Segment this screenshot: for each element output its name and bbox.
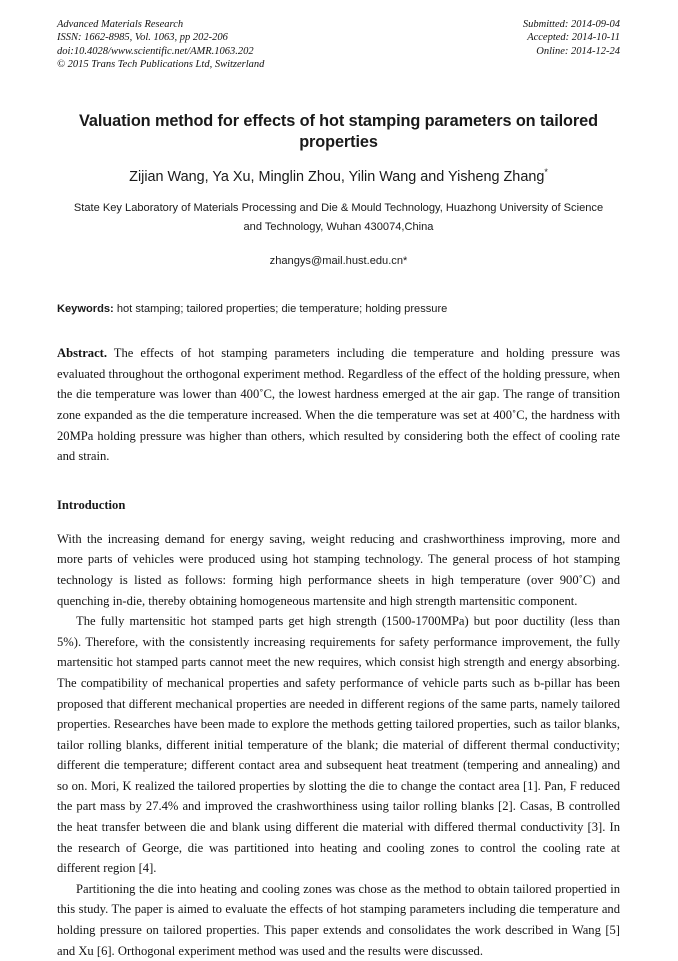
abstract-paragraph	[57, 343, 620, 467]
abstract-label: Abstract.	[57, 346, 108, 361]
journal-doi: doi:10.4028/www.scientific.net/AMR.1063.202	[57, 45, 254, 57]
introduction-paragraph-2: The fully martensitic hot stamped parts get high strength (1500-1700MPa) but poor ductility (less than 5%). Therefore, with the consistently increasing requirements for safety performance improvement, the fully martensitic hot stamped parts cannot meet the new requires, which consist high strength and energy absorbing. The compatibility of mechanical properties and safety performance of vehicle parts such as b-pillar has been proposed that different mechanical properties are needed in different regions of the same parts, namely tailored properties. Researches have been made to explore the methods getting tailored properties, such as tailor blanks, tailor rolling blanks, different initial temperature of the blank; die material of different thermal conductivity; different die temperature; different contact area and subsequent heat treatment (tempering and annealing) and so on. Mori, K realized the tailored properties by slotting the die to change the contact area [1]. Pan, F reduced the part mass by 27.4% and improved the crashworthiness using tailor rolling blanks [2]. Casas, B controlled the heat transfer between die and blank using different die material with differed thermal conductivity [3]. In the research of George, die was partitioned into heating and cooling zones to control the cooling rate at different region [4].	[57, 614, 620, 876]
online-date: Online: 2014-12-24	[536, 45, 620, 57]
author-names: Zijian Wang, Ya Xu, Minglin Zhou, Yilin Wang and Yisheng Zhang	[129, 169, 545, 186]
affiliation: State Key Laboratory of Materials Processing and Die & Mould Technology, Huazhong University of Science and Technology, Wuhan 430074,China	[73, 202, 604, 233]
keywords-label: Keywords:	[57, 303, 114, 316]
journal-header	[57, 18, 620, 71]
accepted-date: Accepted: 2014-10-11	[527, 32, 620, 44]
paper-title: Valuation method for effects of hot stamping parameters on tailored properties	[79, 112, 598, 151]
keywords-line	[57, 301, 620, 317]
journal-name: Advanced Materials Research	[57, 19, 184, 30]
corresponding-email: zhangys@mail.hust.edu.cn*	[269, 255, 408, 268]
corresponding-author-marker: *	[544, 167, 548, 178]
keywords-values: hot stamping; tailored properties; die temperature; holding pressure	[116, 303, 448, 316]
journal-header-left	[57, 18, 264, 71]
submitted-date: Submitted: 2014-09-04	[522, 19, 620, 30]
journal-issn-volume: ISSN: 1662-8985, Vol. 1063, pp 202-206	[57, 32, 228, 44]
introduction-paragraph-1: With the increasing demand for energy saving, weight reducing and crashworthiness improving, more and more parts of vehicles were produced using hot stamping technology. The general process of hot stamping technology is listed as follows: forming high performance sheets in high temperature (over 900˚C) and quenching in-die, thereby obtaining homogeneous martensite and high strength martensitic component.	[57, 531, 620, 608]
introduction-paragraph-3: Partitioning the die into heating and cooling zones was chose as the method to obtain tailored propertied in this study. The paper is aimed to evaluate the effects of hot stamping parameters including die temperature and holding pressure on tailored properties. This paper extends and consolidates the work described in Wang [5] and Xu [6]. Orthogonal experiment method was used and the results were discussed.	[57, 881, 620, 958]
author-list	[57, 168, 620, 186]
abstract-text: The effects of hot stamping parameters including die temperature and holding pressure was evaluated throughout the orthogonal experiment method. Regardless of the effect of the holding pressure, when the die temperature was lower than 400˚C, the lowest hardness emerged at the air gap. The range of transition zone expanded as the die temperature increased. When the die temperature was set at 400˚C, the hardness with 20MPa holding pressure was higher than others, which resulted by considering both the effect of cooling rate and strain.	[57, 346, 620, 464]
introduction-heading: Introduction	[57, 497, 126, 512]
journal-header-right	[523, 18, 620, 58]
journal-copyright: © 2015 Trans Tech Publications Ltd, Switzerland	[57, 58, 265, 70]
